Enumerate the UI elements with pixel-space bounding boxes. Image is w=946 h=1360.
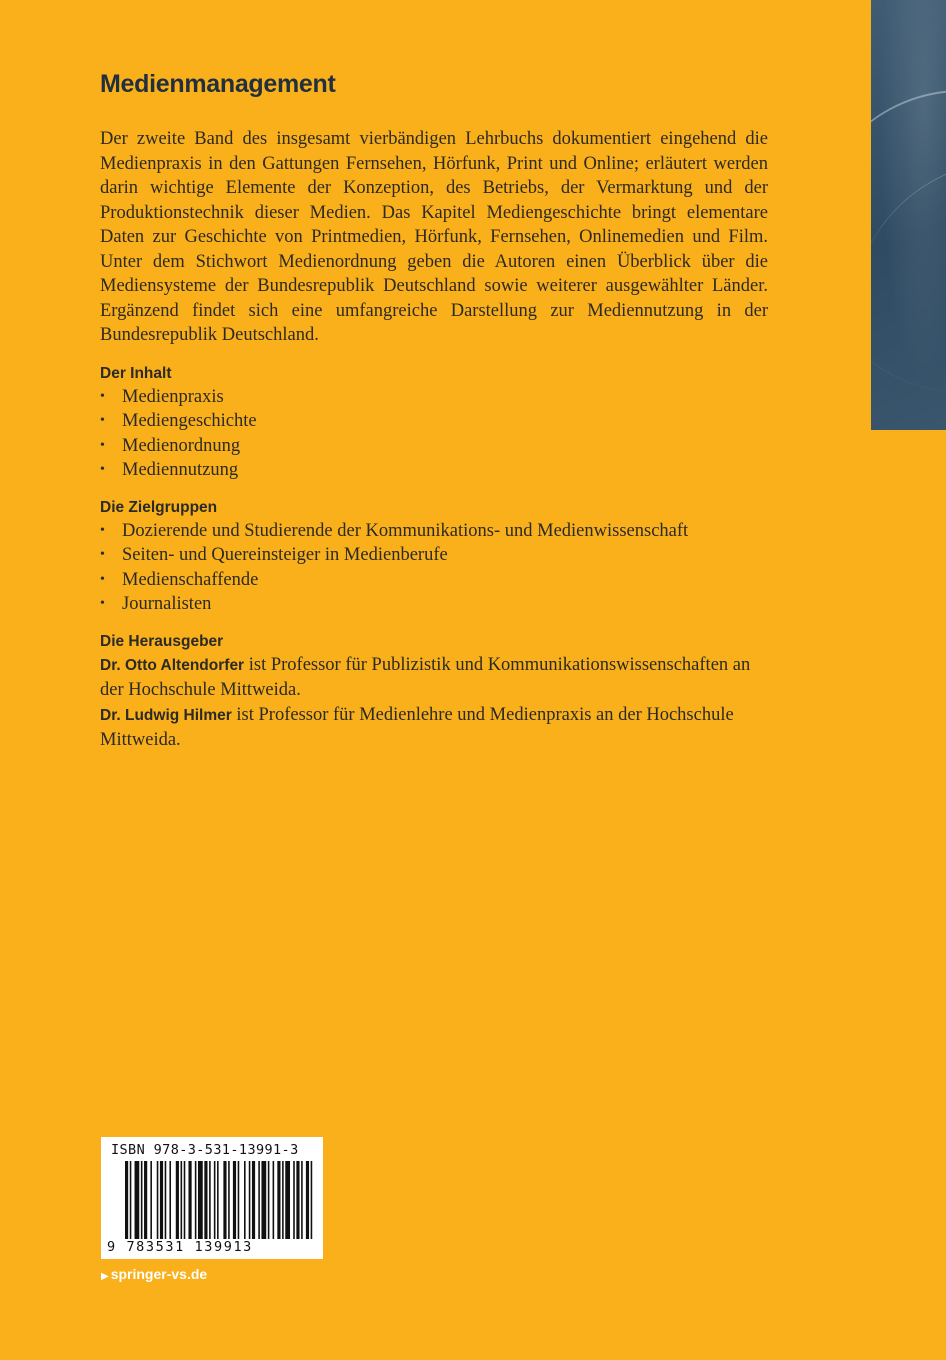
list-item-label: Journalisten: [122, 594, 212, 614]
editors-heading: Die Herausgeber: [100, 632, 224, 650]
website-label: springer-vs.de: [110, 1266, 208, 1282]
book-description: Der zweite Band des insgesamt vierbändigen Lehrbuchs dokumentiert eingehend die Medienpraxis in den Gattungen Fernsehen, Hörfunk, Print und Online; erläutert werden darin wichtige Elemente der Konzeption, des Betriebs, der Vermarktung und der Produktionstechnik dieser Medien. Das Kapitel Mediengeschichte bringt elementare Daten zur Geschichte von Printmedien, Hörfunk, Fernsehen, Onlinemedien und Film. Unter dem Stichwort Medienordnung geben die Autoren einen Überblick über die Mediensysteme der Bundesrepublik Deutschland sowie weiterer ausgewählter Länder. Ergänzend findet sich eine umfangreiche Darstellung zur Mediennutzung in der Bundesrepublik Deutschland.: [100, 129, 768, 345]
isbn-barcode: [101, 1137, 323, 1259]
bullet-icon: •: [100, 571, 105, 587]
list-item: [100, 434, 768, 459]
contents-heading: Der Inhalt: [100, 364, 172, 382]
publisher-website[interactable]: [101, 1266, 207, 1282]
bullet-icon: •: [100, 413, 105, 428]
list-item: [100, 592, 768, 617]
list-item-label: Medienschaffende: [122, 569, 259, 590]
bullet-icon: •: [100, 547, 105, 562]
barcode-digits: 9 783531 139913: [107, 1239, 253, 1255]
list-item-label: Medienpraxis: [122, 386, 224, 407]
editor-bio: ist Professor für Medienlehre und Medienpraxis an der Hochschule Mittweida.: [100, 704, 734, 750]
list-item-label: Mediennutzung: [122, 460, 239, 480]
book-title: Medienmanagement: [100, 70, 336, 98]
editor-name: Dr. Ludwig Hilmer: [100, 706, 232, 724]
list-item-label: Medienordnung: [122, 435, 241, 456]
editor-bio: ist Professor für Publizistik und Kommunikationswissenschaften an der Hochschule Mittweida.: [100, 654, 751, 700]
cover-image-strip: [871, 0, 946, 430]
bullet-icon: •: [100, 388, 105, 404]
bullet-icon: •: [100, 596, 105, 611]
list-item: [100, 458, 768, 483]
bullet-icon: •: [100, 462, 105, 477]
audience-list: [100, 519, 768, 617]
list-item: [100, 568, 768, 593]
back-cover-text: [100, 70, 768, 753]
editor-entry: [100, 653, 768, 703]
editor-entry: [100, 703, 768, 753]
contents-list: [100, 385, 768, 483]
audience-heading: Die Zielgruppen: [100, 498, 218, 516]
editor-name: Dr. Otto Altendorfer: [100, 656, 245, 674]
barcode-bars: [125, 1161, 317, 1239]
list-item: [100, 409, 768, 434]
list-item: [100, 385, 768, 410]
list-item-label: Mediengeschichte: [122, 411, 257, 431]
bullet-icon: •: [100, 522, 105, 538]
arrow-right-icon: ▶: [101, 1271, 109, 1282]
isbn-label: ISBN 978-3-531-13991-3: [111, 1142, 299, 1158]
list-item: [100, 519, 768, 544]
list-item: [100, 543, 768, 568]
list-item-label: Dozierende und Studierende der Kommunikations- und Medienwissenschaft: [122, 520, 689, 541]
bullet-icon: •: [100, 437, 105, 453]
list-item-label: Seiten- und Quereinsteiger in Medienberufe: [122, 545, 448, 565]
